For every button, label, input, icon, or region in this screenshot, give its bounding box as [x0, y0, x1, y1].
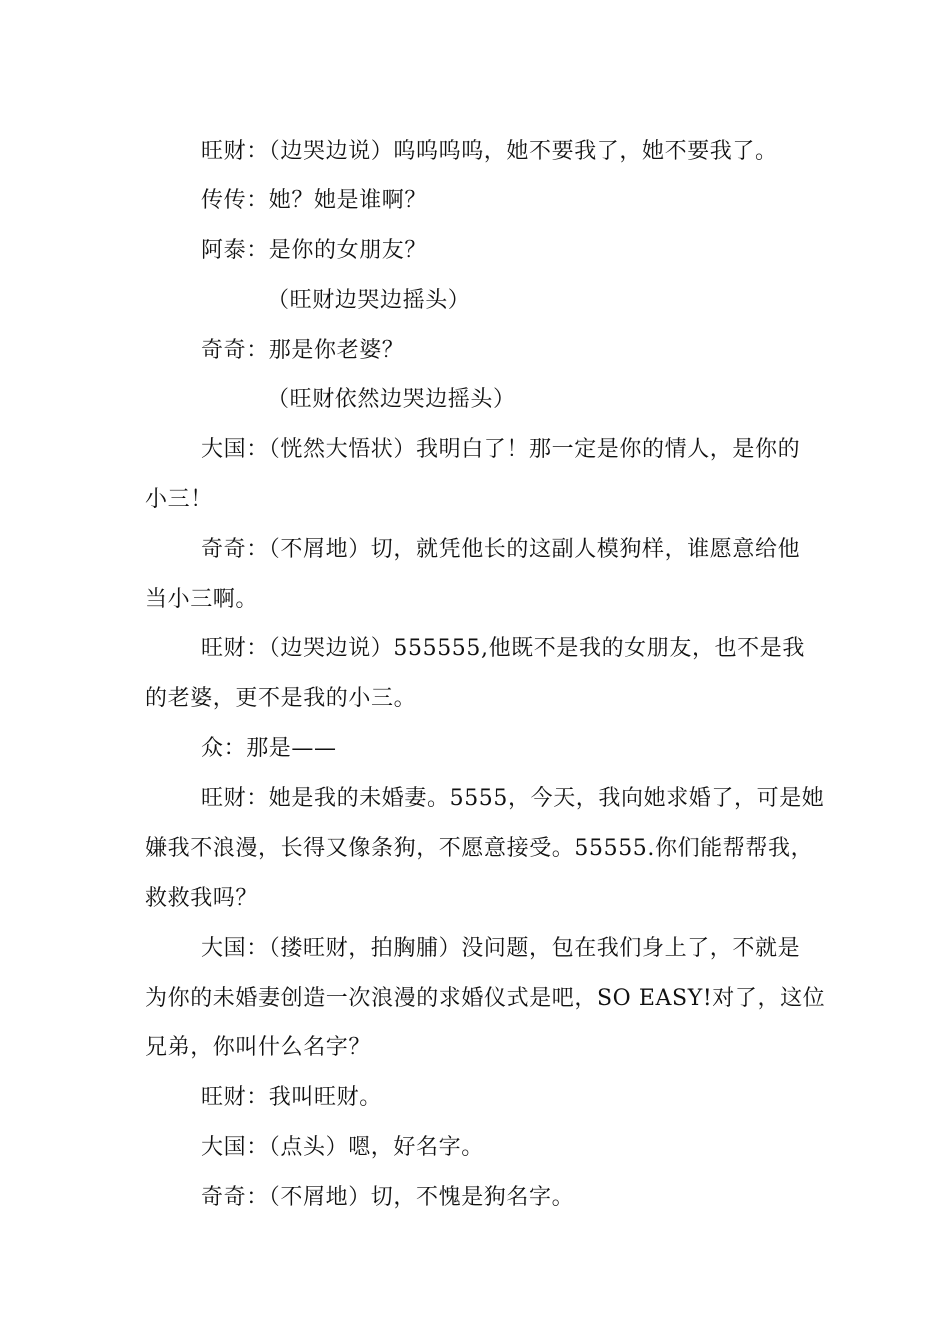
dialogue-line: 旺财：（边哭边说）呜呜呜呜，她不要我了，她不要我了。	[201, 139, 778, 164]
dialogue-line: 旺财：（边哭边说）555555,他既不是我的女朋友，也不是我	[201, 636, 805, 661]
dialogue-line: 大国：（点头）嗯，好名字。	[201, 1135, 484, 1160]
dialogue-line: 旺财：我叫旺财。	[201, 1085, 382, 1110]
dialogue-continuation: 嫌我不浪漫，长得又像条狗，不愿意接受。55555.你们能帮帮我，	[145, 836, 814, 861]
dialogue-line: 大国：（恍然大悟状）我明白了！那一定是你的情人，是你的	[201, 437, 801, 462]
dialogue-line: 众：那是——	[201, 736, 337, 761]
dialogue-continuation: 当小三啊。	[145, 587, 259, 612]
dialogue-line: 奇奇：那是你老婆？	[201, 338, 405, 363]
dialogue-continuation: 小三！	[145, 487, 213, 512]
stage-direction: （旺财边哭边摇头）	[267, 288, 471, 313]
dialogue-line: 奇奇：（不屑地）切，不愧是狗名字。	[201, 1185, 575, 1210]
dialogue-line: 奇奇：（不屑地）切，就凭他长的这副人模狗样，谁愿意给他	[201, 537, 801, 562]
dialogue-line: 阿泰：是你的女朋友？	[201, 238, 428, 263]
dialogue-continuation: 为你的未婚妻创造一次浪漫的求婚仪式是吧，SO EASY!对了，这位	[145, 986, 826, 1011]
stage-direction: （旺财依然边哭边摇头）	[267, 387, 516, 412]
dialogue-line: 传传：她？她是谁啊？	[201, 188, 428, 213]
dialogue-line: 大国：（搂旺财，拍胸脯）没问题，包在我们身上了，不就是	[201, 936, 801, 961]
dialogue-continuation: 救救我吗？	[145, 886, 259, 911]
dialogue-continuation: 兄弟，你叫什么名字？	[145, 1035, 372, 1060]
dialogue-line: 旺财：她是我的未婚妻。5555，今天，我向她求婚了，可是她	[201, 786, 825, 811]
dialogue-continuation: 的老婆，更不是我的小三。	[145, 686, 417, 711]
